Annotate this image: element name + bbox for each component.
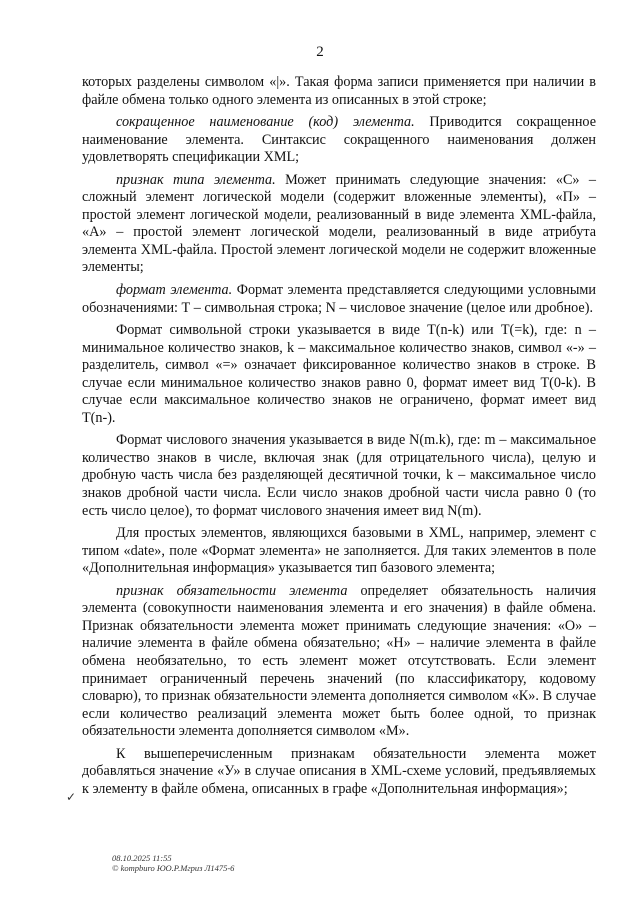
paragraph-element-format: формат элемента. Формат элемента представляется следующими условными обозначениями: Т – символьная строка; N – числовое значение (целое или дробное). xyxy=(82,282,596,316)
paragraph-continuation: которых разделены символом «|». Такая форма записи применяется при наличии в файле обмена только одного элемента из описанных в этой строке; xyxy=(82,74,596,108)
footer-timestamp: 08.10.2025 11:55 xyxy=(112,853,172,863)
paragraph-obligation: признак обязательности элемента определяет обязательность наличия элемента (совокупности наименования элемента и его значения) в файле обмена. Признак обязательности элемента может принимать следующие значения: «О» – наличие элемента в файле обмена обязательно; «Н» – наличие элемента в файле обмена необязательно, то есть элемент может отсутствовать. Если элемент принимает ограниченный перечень значений (по классификатору, кодовому словарю), то признак обязательности элемента дополняется символом «К». В случае если количество реализаций элемента может быть более одной, то признак обязательности элемента дополняется символом «М». xyxy=(82,582,596,740)
print-footer xyxy=(112,853,234,873)
paragraph-condition-flag: К вышеперечисленным признакам обязательности элемента может добавляться значение «У» в случае описания в XML-схеме условий, предъявляемых к элементу в файле обмена, описанных в графе «Дополнительная информация»; xyxy=(82,745,596,797)
paragraph-short-name: сокращенное наименование (код) элемента. Приводится сокращенное наименование элемента. Синтаксис сокращенного наименования должен удовлетворять спецификации XML; xyxy=(82,114,596,166)
document-body xyxy=(82,74,596,803)
paragraph-base-types: Для простых элементов, являющихся базовыми в XML, например, элемент с типом «date», поле «Формат элемента» не заполняется. Для таких элементов в поле «Дополнительная информация» указывается тип базового элемента; xyxy=(82,525,596,577)
pen-mark-icon: ✓ xyxy=(66,790,77,804)
term-short-name: сокращенное наименование (код) элемента. xyxy=(116,114,415,131)
term-element-type: признак типа элемента. xyxy=(116,171,276,188)
term-obligation: признак обязательности элемента xyxy=(116,582,348,599)
footer-source: © kompburo ЮО.Р.Мгриз Л1475-6 xyxy=(112,863,235,873)
paragraph-number-format: Формат числового значения указывается в виде N(m.k), где: m – максимальное количество знаков в числе, включая знак (для отрицательного числа), целую и дробную часть числа без разделяющей десятичной точки, k – максимальное число знаков дробной части числа. Если число знаков дробной части числа равно 0 (то есть число целое), то формат числового значения имеет вид N(m). xyxy=(82,432,596,519)
term-element-format: формат элемента. xyxy=(116,282,233,299)
paragraph-element-type: признак типа элемента. Может принимать следующие значения: «С» – сложный элемент логической модели (содержит вложенные элементы), «П» – простой элемент логической модели, реализованный в виде элемента XML-файла, «А» – простой элемент логической модели, реализованный в виде атрибута элемента XML-файла. Простой элемент логической модели не содержит вложенные элементы; xyxy=(82,171,596,276)
paragraph-string-format: Формат символьной строки указывается в виде Т(n-k) или T(=k), где: n – минимальное количество знаков, k – максимальное количество знаков, символ «-» – разделитель, символ «=» означает фиксированное количество знаков в строке. В случае если минимальное количество знаков равно 0, формат имеет вид Т(0-k). В случае если максимальное количество знаков не ограничено, формат имеет вид Т(n-). xyxy=(82,322,596,426)
page-number: 2 xyxy=(316,44,324,60)
